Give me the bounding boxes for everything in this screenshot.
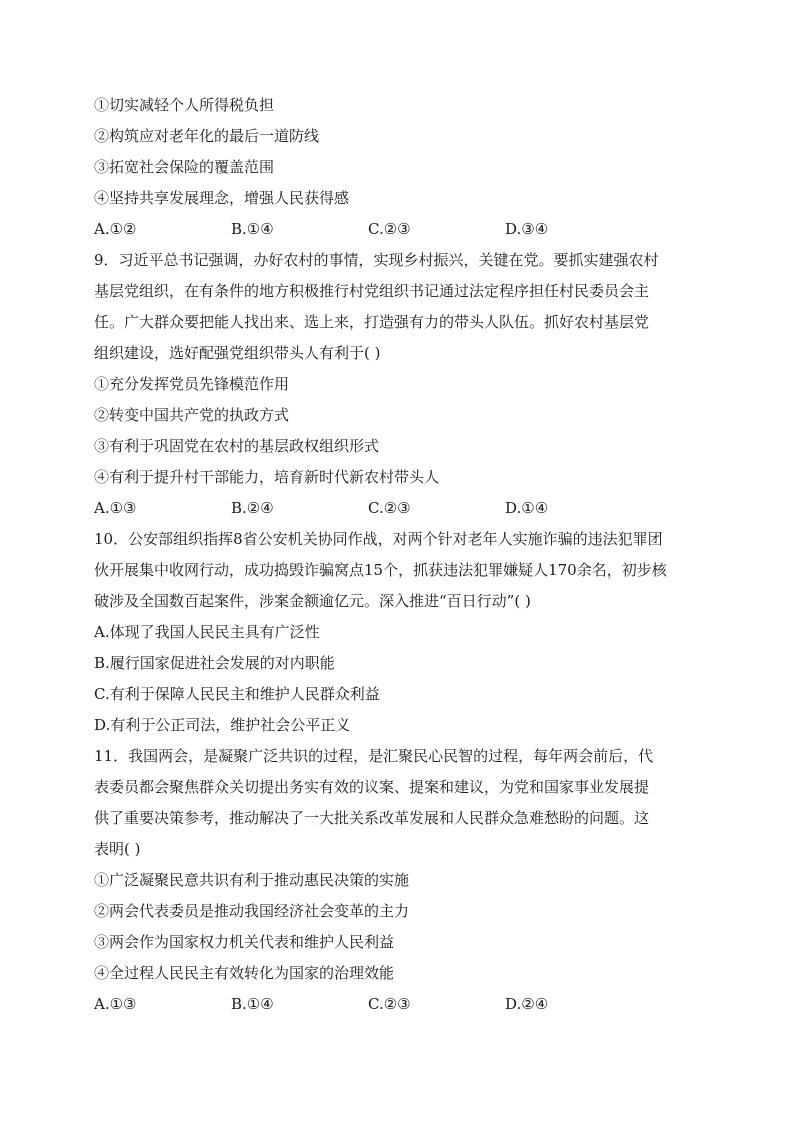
q11-option-4: ④全过程人民民主有效转化为国家的治理效能 [94,964,395,982]
q9-choice-a: A.①③ [94,499,137,517]
q10-option-a: A.体现了我国人民民主具有广泛性 [94,623,320,641]
question-11 [94,741,700,1020]
q10-stem-line-1: 10．公安部组织指挥8省公安机关协同作战，对两个针对老年人实施诈骗的违法犯罪团 [94,530,663,548]
exam-page [94,90,700,1020]
question-8 [94,90,700,245]
q11-choice-a: A.①③ [94,995,137,1013]
q8-option-1: ①切实减轻个人所得税负担 [94,96,275,114]
q9-choice-d: D.①④ [505,499,549,517]
q9-option-3: ③有利于巩固党在农村的基层政权组织形式 [94,437,380,455]
question-10 [94,524,700,741]
q11-option-3: ③两会作为国家权力机关代表和维护人民利益 [94,933,395,951]
q11-stem-line-4: 表明( ) [94,840,141,858]
q11-choice-d: D.②④ [505,995,549,1013]
q10-stem-line-3: 破涉及全国数百起案件，涉案金额逾亿元。深入推进“百日行动”( ) [94,592,531,610]
q11-choices [94,989,700,1020]
q10-option-b: B.履行国家促进社会发展的对内职能 [94,654,335,672]
q9-choice-c: C.②③ [368,499,411,517]
q8-option-2: ②构筑应对老年化的最后一道防线 [94,127,320,145]
q11-stem-line-2: 表委员都会聚焦群众关切提出务实有效的议案、提案和建议，为党和国家事业发展提 [94,778,650,796]
q8-option-3: ③拓宽社会保险的覆盖范围 [94,158,275,176]
q9-option-4: ④有利于提升村干部能力，培育新时代新农村带头人 [94,468,440,486]
q10-stem-line-2: 伙开展集中收网行动，成功捣毁诈骗窝点15个，抓获违法犯罪嫌疑人170余名，初步核 [94,561,667,579]
q9-option-1: ①充分发挥党员先锋模范作用 [94,375,290,393]
q11-choice-c: C.②③ [368,995,411,1013]
q10-option-d: D.有利于公正司法，维护社会公平正义 [94,716,351,734]
q11-stem-line-3: 供了重要决策参考，推动解决了一大批关系改革发展和人民群众急难愁盼的问题。这 [94,809,650,827]
q9-stem-line-1: 9．习近平总书记强调，办好农村的事情，实现乡村振兴，关键在党。要抓实建强农村 [94,251,659,269]
q9-choice-b: B.②④ [231,499,274,517]
q9-choices [94,493,700,524]
q11-option-2: ②两会代表委员是推动我国经济社会变革的主力 [94,902,410,920]
q8-option-4: ④坚持共享发展理念，增强人民获得感 [94,189,350,207]
question-9 [94,245,700,524]
q8-choice-d: D.③④ [505,220,549,238]
q11-stem-line-1: 11．我国两会，是凝聚广泛共识的过程，是汇聚民心民智的过程，每年两会前后，代 [94,747,654,765]
q10-option-c: C.有利于保障人民民主和维护人民群众利益 [94,685,380,703]
q9-stem-line-3: 任。广大群众要把能人找出来、选上来，打造强有力的带头人队伍。抓好农村基层党 [94,313,650,331]
q8-choice-c: C.②③ [368,220,411,238]
q9-stem-line-2: 基层党组织，在有条件的地方积极推行村党组织书记通过法定程序担任村民委员会主 [94,282,650,300]
q8-choices [94,214,700,245]
q8-choice-a: A.①② [94,220,137,238]
q9-option-2: ②转变中国共产党的执政方式 [94,406,290,424]
q9-stem-line-4: 组织建设，选好配强党组织带头人有利于( ) [94,344,381,362]
q8-choice-b: B.①④ [231,220,274,238]
q11-choice-b: B.①④ [231,995,274,1013]
q11-option-1: ①广泛凝聚民意共识有利于推动惠民决策的实施 [94,871,410,889]
